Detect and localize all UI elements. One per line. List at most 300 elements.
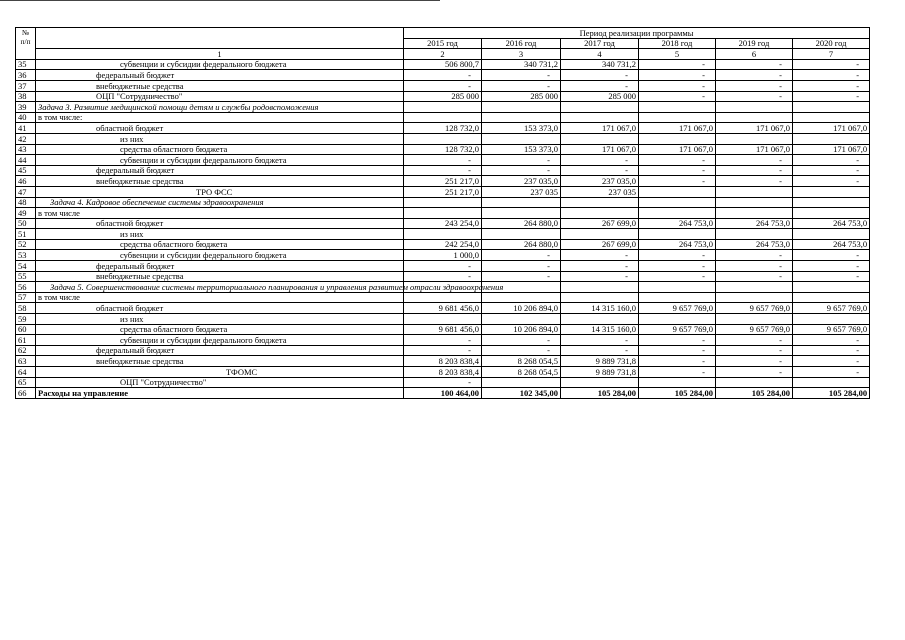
row-value: - bbox=[639, 335, 716, 346]
row-value: - bbox=[793, 250, 870, 261]
row-value bbox=[639, 292, 716, 303]
row-label: федеральный бюджет bbox=[36, 70, 404, 81]
row-number: 59 bbox=[16, 314, 36, 325]
row-value bbox=[716, 208, 793, 219]
table-row bbox=[16, 345, 870, 356]
header-year: 2016 год bbox=[482, 38, 561, 49]
row-value: - bbox=[716, 155, 793, 166]
row-value: - bbox=[404, 80, 482, 91]
table-row bbox=[16, 102, 870, 113]
row-value bbox=[639, 377, 716, 388]
row-label: Расходы на управление bbox=[36, 388, 404, 399]
row-value: - bbox=[716, 91, 793, 102]
row-number: 45 bbox=[16, 165, 36, 176]
row-value bbox=[639, 133, 716, 144]
row-label: в том числе: bbox=[36, 112, 404, 123]
row-number: 46 bbox=[16, 176, 36, 187]
row-value: 100 464,00 bbox=[404, 388, 482, 399]
row-value: 8 268 054,5 bbox=[482, 356, 561, 367]
row-number: 65 bbox=[16, 377, 36, 388]
row-label: областной бюджет bbox=[36, 218, 404, 229]
table-row bbox=[16, 356, 870, 367]
row-value: - bbox=[404, 271, 482, 282]
row-value: - bbox=[404, 335, 482, 346]
table-row bbox=[16, 133, 870, 144]
row-value: 171 067,0 bbox=[716, 144, 793, 155]
row-value: 264 753,0 bbox=[716, 218, 793, 229]
row-value: - bbox=[561, 250, 639, 261]
row-value: - bbox=[561, 271, 639, 282]
row-label: федеральный бюджет bbox=[36, 345, 404, 356]
row-value: - bbox=[482, 80, 561, 91]
row-value: 153 373,0 bbox=[482, 144, 561, 155]
row-label: областной бюджет bbox=[36, 303, 404, 314]
header-year: 2015 год bbox=[404, 38, 482, 49]
row-value: - bbox=[561, 165, 639, 176]
row-value: - bbox=[561, 335, 639, 346]
row-value: - bbox=[482, 250, 561, 261]
row-label: Задача 5. Совершенствование системы территориального планирования и управления развитием отрасли здравоохранения bbox=[36, 282, 404, 293]
row-value bbox=[716, 186, 793, 197]
row-value bbox=[793, 292, 870, 303]
table-row bbox=[16, 197, 870, 208]
row-value: - bbox=[716, 335, 793, 346]
row-value: 242 254,0 bbox=[404, 239, 482, 250]
row-value: - bbox=[404, 165, 482, 176]
table-row bbox=[16, 314, 870, 325]
row-value: - bbox=[716, 165, 793, 176]
row-number: 36 bbox=[16, 70, 36, 81]
table-row bbox=[16, 70, 870, 81]
row-value: 9 681 456,0 bbox=[404, 324, 482, 335]
header-col-index: 5 bbox=[639, 49, 716, 60]
row-value bbox=[639, 229, 716, 240]
row-value bbox=[482, 197, 561, 208]
row-value: - bbox=[793, 356, 870, 367]
row-value: - bbox=[404, 377, 482, 388]
row-label: внебюджетные средства bbox=[36, 271, 404, 282]
row-value bbox=[482, 208, 561, 219]
row-label: средства областного бюджета bbox=[36, 144, 404, 155]
row-value: - bbox=[716, 59, 793, 70]
row-value: 243 254,0 bbox=[404, 218, 482, 229]
row-value bbox=[716, 314, 793, 325]
row-value: 8 203 838,4 bbox=[404, 356, 482, 367]
row-value bbox=[482, 229, 561, 240]
row-value bbox=[404, 229, 482, 240]
program-funding-table bbox=[15, 27, 870, 399]
row-value: - bbox=[716, 271, 793, 282]
row-number: 55 bbox=[16, 271, 36, 282]
table-row bbox=[16, 80, 870, 91]
row-value: - bbox=[404, 70, 482, 81]
row-label: внебюджетные средства bbox=[36, 176, 404, 187]
row-number: 48 bbox=[16, 197, 36, 208]
table-row bbox=[16, 186, 870, 197]
row-value: 340 731,2 bbox=[561, 59, 639, 70]
row-value bbox=[561, 377, 639, 388]
header-col-index: 4 bbox=[561, 49, 639, 60]
table-row bbox=[16, 377, 870, 388]
row-value: 264 880,0 bbox=[482, 239, 561, 250]
table-row bbox=[16, 335, 870, 346]
row-value: - bbox=[482, 165, 561, 176]
table-row bbox=[16, 155, 870, 166]
row-number: 52 bbox=[16, 239, 36, 250]
row-value bbox=[561, 229, 639, 240]
row-value: - bbox=[793, 59, 870, 70]
row-value bbox=[639, 102, 716, 113]
row-label: из них bbox=[36, 229, 404, 240]
table-row bbox=[16, 271, 870, 282]
row-value: 340 731,2 bbox=[482, 59, 561, 70]
row-value: - bbox=[716, 176, 793, 187]
header-col-index: 6 bbox=[716, 49, 793, 60]
row-value bbox=[482, 377, 561, 388]
row-value: - bbox=[716, 345, 793, 356]
row-value: 171 067,0 bbox=[639, 144, 716, 155]
row-value bbox=[561, 197, 639, 208]
row-value: 105 284,00 bbox=[793, 388, 870, 399]
row-value: 171 067,0 bbox=[716, 123, 793, 134]
row-value: 506 800,7 bbox=[404, 59, 482, 70]
row-value bbox=[404, 112, 482, 123]
row-value: - bbox=[482, 335, 561, 346]
row-number: 37 bbox=[16, 80, 36, 91]
row-value: 171 067,0 bbox=[561, 123, 639, 134]
row-value: 285 000 bbox=[561, 91, 639, 102]
row-value: - bbox=[793, 271, 870, 282]
row-value bbox=[793, 314, 870, 325]
row-value bbox=[793, 377, 870, 388]
row-value: 9 657 769,0 bbox=[639, 324, 716, 335]
header-year: 2018 год bbox=[639, 38, 716, 49]
row-value bbox=[793, 208, 870, 219]
row-value: 9 657 769,0 bbox=[639, 303, 716, 314]
row-label: субвенции и субсидии федерального бюджета bbox=[36, 250, 404, 261]
row-value: 128 732,0 bbox=[404, 144, 482, 155]
row-value bbox=[716, 102, 793, 113]
row-value bbox=[561, 282, 639, 293]
table-row bbox=[16, 367, 870, 378]
row-label: субвенции и субсидии федерального бюджета bbox=[36, 155, 404, 166]
row-number: 61 bbox=[16, 335, 36, 346]
row-value: 267 699,0 bbox=[561, 239, 639, 250]
row-value: - bbox=[639, 155, 716, 166]
row-value: 264 753,0 bbox=[639, 218, 716, 229]
row-value bbox=[404, 133, 482, 144]
row-value: - bbox=[793, 80, 870, 91]
row-value: 153 373,0 bbox=[482, 123, 561, 134]
row-value: 264 753,0 bbox=[793, 218, 870, 229]
row-value bbox=[482, 102, 561, 113]
row-number: 50 bbox=[16, 218, 36, 229]
header-number: № bbox=[21, 28, 30, 37]
row-value: - bbox=[716, 356, 793, 367]
row-value: 14 315 160,0 bbox=[561, 303, 639, 314]
row-value: - bbox=[793, 335, 870, 346]
row-value: 14 315 160,0 bbox=[561, 324, 639, 335]
row-label: ТФОМС bbox=[36, 367, 404, 378]
row-value bbox=[639, 282, 716, 293]
row-value: 105 284,00 bbox=[561, 388, 639, 399]
row-value: 264 753,0 bbox=[716, 239, 793, 250]
row-value: - bbox=[716, 250, 793, 261]
row-value bbox=[404, 208, 482, 219]
row-label: в том числе bbox=[36, 208, 404, 219]
row-value: - bbox=[639, 271, 716, 282]
row-value: - bbox=[561, 345, 639, 356]
row-value bbox=[716, 377, 793, 388]
row-number: 38 bbox=[16, 91, 36, 102]
row-value: - bbox=[561, 80, 639, 91]
row-value: 237 035,0 bbox=[561, 176, 639, 187]
table-row bbox=[16, 388, 870, 399]
row-label: субвенции и субсидии федерального бюджета bbox=[36, 335, 404, 346]
row-value: 128 732,0 bbox=[404, 123, 482, 134]
top-rule bbox=[0, 0, 440, 1]
row-value: - bbox=[716, 261, 793, 272]
row-value: 237 035 bbox=[482, 186, 561, 197]
row-value: 264 880,0 bbox=[482, 218, 561, 229]
row-value: - bbox=[716, 70, 793, 81]
row-number: 40 bbox=[16, 112, 36, 123]
row-value: - bbox=[793, 345, 870, 356]
table-row bbox=[16, 324, 870, 335]
row-label: федеральный бюджет bbox=[36, 165, 404, 176]
row-label: федеральный бюджет bbox=[36, 261, 404, 272]
row-label: средства областного бюджета bbox=[36, 324, 404, 335]
row-value: 251 217,0 bbox=[404, 176, 482, 187]
row-value bbox=[716, 229, 793, 240]
row-value: - bbox=[793, 261, 870, 272]
row-value bbox=[793, 186, 870, 197]
row-value: 285 000 bbox=[404, 91, 482, 102]
row-value: 105 284,00 bbox=[639, 388, 716, 399]
row-value bbox=[716, 197, 793, 208]
row-value: 9 889 731,8 bbox=[561, 356, 639, 367]
table-row bbox=[16, 91, 870, 102]
table-row bbox=[16, 239, 870, 250]
header-row-1 bbox=[16, 28, 870, 39]
row-number: 43 bbox=[16, 144, 36, 155]
row-number: 66 bbox=[16, 388, 36, 399]
header-year: 2020 год bbox=[793, 38, 870, 49]
row-value bbox=[793, 102, 870, 113]
row-value: - bbox=[639, 345, 716, 356]
row-value: 171 067,0 bbox=[639, 123, 716, 134]
row-value: 171 067,0 bbox=[793, 144, 870, 155]
row-number: 35 bbox=[16, 59, 36, 70]
row-value bbox=[482, 133, 561, 144]
row-number: 41 bbox=[16, 123, 36, 134]
table-row bbox=[16, 282, 870, 293]
row-value: 285 000 bbox=[482, 91, 561, 102]
row-label: из них bbox=[36, 133, 404, 144]
row-value bbox=[793, 112, 870, 123]
row-value: 102 345,00 bbox=[482, 388, 561, 399]
row-label: из них bbox=[36, 314, 404, 325]
table-row bbox=[16, 303, 870, 314]
row-value bbox=[639, 314, 716, 325]
row-value bbox=[482, 112, 561, 123]
row-value: 8 203 838,4 bbox=[404, 367, 482, 378]
row-value: - bbox=[482, 70, 561, 81]
table-row bbox=[16, 59, 870, 70]
table-row bbox=[16, 261, 870, 272]
header-number-cell bbox=[16, 28, 36, 60]
row-value: - bbox=[482, 261, 561, 272]
row-value: - bbox=[639, 59, 716, 70]
row-value bbox=[482, 292, 561, 303]
row-value bbox=[561, 208, 639, 219]
row-number: 64 bbox=[16, 367, 36, 378]
row-value: 9 657 769,0 bbox=[793, 303, 870, 314]
table-row bbox=[16, 208, 870, 219]
row-value: - bbox=[561, 155, 639, 166]
header-year: 2019 год bbox=[716, 38, 793, 49]
row-value bbox=[716, 292, 793, 303]
row-value bbox=[716, 133, 793, 144]
row-value: - bbox=[793, 165, 870, 176]
row-label: Задача 3. Развитие медицинской помощи детям и службы родовспоможения bbox=[36, 102, 404, 113]
row-value: 9 657 769,0 bbox=[793, 324, 870, 335]
row-value: - bbox=[404, 345, 482, 356]
row-number: 54 bbox=[16, 261, 36, 272]
table-row bbox=[16, 144, 870, 155]
row-value: 237 035,0 bbox=[482, 176, 561, 187]
row-value bbox=[404, 197, 482, 208]
table-row bbox=[16, 112, 870, 123]
row-number: 51 bbox=[16, 229, 36, 240]
row-value: - bbox=[639, 367, 716, 378]
row-value: 9 657 769,0 bbox=[716, 303, 793, 314]
table-row bbox=[16, 165, 870, 176]
row-label: субвенции и субсидии федерального бюджета bbox=[36, 59, 404, 70]
row-value: 10 206 894,0 bbox=[482, 303, 561, 314]
row-value bbox=[793, 282, 870, 293]
row-value: - bbox=[793, 176, 870, 187]
header-name-cell bbox=[36, 28, 404, 49]
row-value: - bbox=[404, 261, 482, 272]
table-row bbox=[16, 250, 870, 261]
row-value: - bbox=[639, 356, 716, 367]
table-row bbox=[16, 123, 870, 134]
row-value: - bbox=[793, 367, 870, 378]
header-col-index: 2 bbox=[404, 49, 482, 60]
row-label: ТРО ФСС bbox=[36, 186, 404, 197]
row-value: - bbox=[561, 261, 639, 272]
row-value: - bbox=[639, 80, 716, 91]
row-value: - bbox=[561, 70, 639, 81]
row-value: 267 699,0 bbox=[561, 218, 639, 229]
row-value bbox=[561, 112, 639, 123]
row-value: - bbox=[404, 155, 482, 166]
row-label: областной бюджет bbox=[36, 123, 404, 134]
row-value: 105 284,00 bbox=[716, 388, 793, 399]
row-label: средства областного бюджета bbox=[36, 239, 404, 250]
row-value: - bbox=[639, 176, 716, 187]
row-value: - bbox=[793, 91, 870, 102]
row-value: 237 035 bbox=[561, 186, 639, 197]
row-value bbox=[793, 133, 870, 144]
row-value bbox=[639, 208, 716, 219]
row-value bbox=[793, 197, 870, 208]
row-number: 58 bbox=[16, 303, 36, 314]
row-value bbox=[639, 186, 716, 197]
row-number: 56 bbox=[16, 282, 36, 293]
header-number-sub: п/п bbox=[20, 37, 31, 46]
row-value bbox=[716, 112, 793, 123]
row-value: 8 268 054,5 bbox=[482, 367, 561, 378]
header-period: Период реализации программы bbox=[404, 28, 870, 39]
row-value bbox=[716, 282, 793, 293]
row-value: - bbox=[639, 70, 716, 81]
row-number: 39 bbox=[16, 102, 36, 113]
row-number: 44 bbox=[16, 155, 36, 166]
row-value: - bbox=[793, 155, 870, 166]
row-value: 9 657 769,0 bbox=[716, 324, 793, 335]
row-value: - bbox=[716, 80, 793, 91]
row-value bbox=[404, 314, 482, 325]
row-value: - bbox=[639, 91, 716, 102]
row-number: 57 bbox=[16, 292, 36, 303]
row-number: 60 bbox=[16, 324, 36, 335]
header-col-index: 7 bbox=[793, 49, 870, 60]
row-value: 10 206 894,0 bbox=[482, 324, 561, 335]
row-label: внебюджетные средства bbox=[36, 356, 404, 367]
row-value: 171 067,0 bbox=[793, 123, 870, 134]
row-value bbox=[404, 292, 482, 303]
row-number: 47 bbox=[16, 186, 36, 197]
row-value: 1 000,0 bbox=[404, 250, 482, 261]
row-value bbox=[561, 292, 639, 303]
row-value: 264 753,0 bbox=[639, 239, 716, 250]
row-number: 42 bbox=[16, 133, 36, 144]
row-value bbox=[561, 133, 639, 144]
row-value: - bbox=[482, 155, 561, 166]
row-value bbox=[482, 314, 561, 325]
header-col-index: 1 bbox=[36, 49, 404, 60]
row-value: - bbox=[793, 70, 870, 81]
row-number: 49 bbox=[16, 208, 36, 219]
table-row bbox=[16, 229, 870, 240]
row-value bbox=[561, 102, 639, 113]
row-label: ОЦП "Сотрудничество" bbox=[36, 377, 404, 388]
table-body bbox=[16, 59, 870, 398]
table-row bbox=[16, 292, 870, 303]
row-value: - bbox=[639, 261, 716, 272]
row-label: внебюджетные средства bbox=[36, 80, 404, 91]
row-label: Задача 4. Кадровое обеспечение системы здравоохранения bbox=[36, 197, 404, 208]
row-value bbox=[639, 112, 716, 123]
row-number: 63 bbox=[16, 356, 36, 367]
header-col-index: 3 bbox=[482, 49, 561, 60]
header-year: 2017 год bbox=[561, 38, 639, 49]
row-value: 9 889 731,8 bbox=[561, 367, 639, 378]
row-value: 264 753,0 bbox=[793, 239, 870, 250]
table-row bbox=[16, 218, 870, 229]
row-value: - bbox=[716, 367, 793, 378]
row-value: - bbox=[482, 271, 561, 282]
row-value bbox=[404, 102, 482, 113]
row-value bbox=[639, 197, 716, 208]
row-value: - bbox=[639, 250, 716, 261]
row-value: - bbox=[639, 165, 716, 176]
row-value: - bbox=[482, 345, 561, 356]
row-value: 9 681 456,0 bbox=[404, 303, 482, 314]
row-value bbox=[561, 314, 639, 325]
